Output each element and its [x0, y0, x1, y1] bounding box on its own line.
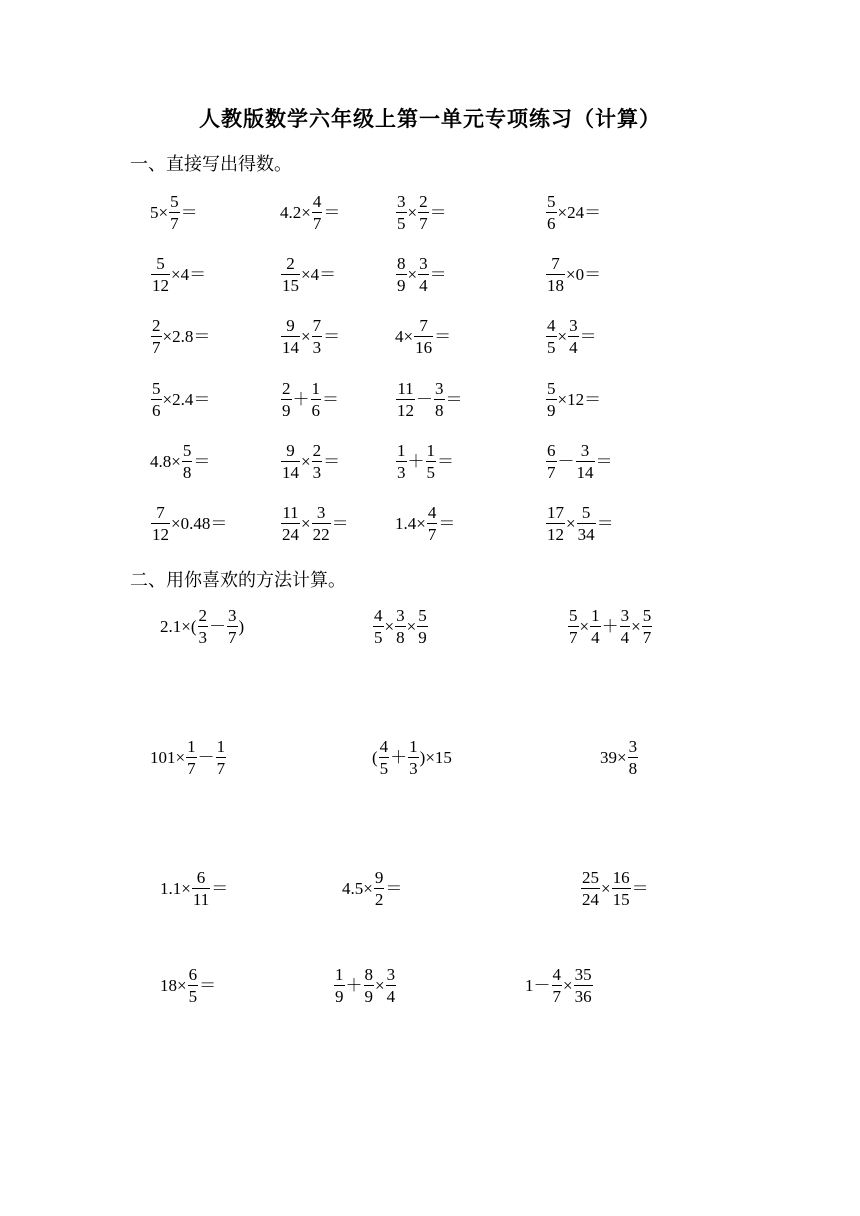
- expression-text: ＝: [445, 389, 463, 409]
- expression-text: ＝: [211, 878, 229, 898]
- fraction: [364, 965, 375, 1006]
- expression-text: ×2.8＝: [162, 326, 211, 346]
- fraction: [396, 379, 415, 420]
- denominator: 5: [426, 462, 435, 482]
- expression-text: 18×: [160, 975, 187, 995]
- numerator: 3: [620, 605, 630, 625]
- denominator: 9: [364, 986, 373, 1006]
- fraction: [373, 606, 384, 647]
- fraction: [182, 441, 193, 482]
- denominator: 7: [427, 524, 437, 544]
- denominator: 8: [628, 758, 638, 778]
- numerator: 3: [435, 378, 444, 398]
- expression-text: ＝: [323, 451, 341, 471]
- fraction: [434, 379, 445, 420]
- fraction: [151, 316, 162, 357]
- numerator: 5: [569, 605, 578, 625]
- section-2-heading: 二、用你喜欢的方法计算。: [130, 570, 346, 591]
- expression-text: 4.8×: [150, 451, 181, 471]
- fraction: [612, 868, 631, 909]
- denominator: 18: [547, 275, 564, 295]
- expression-text: ＝: [193, 451, 211, 471]
- denominator: 7: [216, 758, 226, 778]
- denominator: 7: [228, 627, 237, 647]
- numerator: 5: [152, 378, 161, 398]
- denominator: 7: [642, 627, 652, 647]
- denominator: 15: [612, 889, 630, 909]
- denominator: 4: [620, 627, 630, 647]
- fraction: [311, 379, 322, 420]
- problem-2-10: [160, 963, 216, 1007]
- problem-1-2: [280, 190, 340, 234]
- expression-text: －: [209, 616, 226, 636]
- fraction: [396, 441, 407, 482]
- fraction: [546, 503, 565, 544]
- denominator: 9: [397, 275, 406, 295]
- numerator: 1: [311, 378, 320, 398]
- numerator: 2: [198, 605, 207, 625]
- problem-2-4: [150, 735, 227, 779]
- fraction: [642, 606, 653, 647]
- expression-text: ＝: [631, 878, 649, 898]
- denominator: 34: [577, 524, 595, 544]
- numerator: 11: [397, 378, 414, 398]
- denominator: 7: [569, 627, 578, 647]
- expression-text: 101×: [150, 747, 186, 767]
- numerator: 2: [286, 253, 295, 273]
- expression-text: ＝: [596, 513, 614, 533]
- numerator: 5: [182, 440, 192, 460]
- problem-1-4: [545, 190, 601, 234]
- fraction: [281, 254, 300, 295]
- numerator: 4: [427, 502, 437, 522]
- expression-text: ×12＝: [557, 389, 602, 409]
- problem-2-2: [372, 604, 429, 648]
- problem-2-12: [525, 963, 594, 1007]
- fraction: [216, 737, 227, 778]
- denominator: 4: [419, 275, 428, 295]
- numerator: 6: [547, 440, 556, 460]
- problem-1-23: [395, 501, 455, 545]
- denominator: 24: [282, 524, 299, 544]
- denominator: 12: [152, 524, 169, 544]
- fraction: [418, 254, 429, 295]
- numerator: 11: [282, 502, 299, 522]
- expression-text: ＝: [322, 389, 339, 409]
- denominator: 3: [312, 337, 322, 357]
- expression-text: －: [197, 747, 215, 767]
- denominator: 5: [374, 627, 383, 647]
- problem-1-22: [280, 501, 349, 545]
- denominator: 5: [379, 758, 389, 778]
- expression-text: ×: [407, 264, 418, 284]
- expression-text: ×: [301, 326, 311, 346]
- denominator: 7: [552, 986, 561, 1006]
- numerator: 8: [364, 964, 373, 984]
- denominator: 7: [152, 337, 161, 357]
- denominator: 2: [374, 889, 384, 909]
- fraction: [426, 441, 437, 482]
- expression-text: ×: [407, 202, 418, 222]
- problem-2-5: [372, 735, 452, 779]
- fraction: [577, 503, 596, 544]
- expression-text: ＝: [199, 975, 217, 995]
- denominator: 6: [152, 400, 161, 420]
- numerator: 5: [581, 502, 591, 522]
- expression-text: ＝: [437, 451, 454, 471]
- expression-text: ×: [406, 616, 417, 636]
- numerator: 5: [156, 253, 165, 273]
- fraction: [628, 737, 639, 778]
- problem-2-11: [333, 963, 397, 1007]
- fraction: [151, 254, 170, 295]
- fraction: [408, 737, 419, 778]
- denominator: 9: [335, 986, 344, 1006]
- expression-text: ×4＝: [171, 264, 207, 284]
- numerator: 25: [582, 867, 599, 887]
- numerator: 2: [419, 191, 428, 211]
- numerator: 1: [335, 964, 344, 984]
- problem-1-12: [545, 314, 597, 358]
- fraction: [227, 606, 238, 647]
- expression-text: ×: [301, 451, 311, 471]
- denominator: 3: [409, 758, 418, 778]
- numerator: 2: [312, 440, 322, 460]
- denominator: 4: [386, 986, 396, 1006]
- denominator: 14: [282, 462, 299, 482]
- fraction: [379, 737, 390, 778]
- fraction: [427, 503, 438, 544]
- fraction: [192, 868, 210, 909]
- fraction: [151, 379, 162, 420]
- denominator: 7: [312, 213, 322, 233]
- expression-text: ＋: [292, 389, 310, 409]
- denominator: 3: [312, 462, 322, 482]
- problem-1-13: [150, 377, 210, 421]
- denominator: 6: [311, 400, 320, 420]
- fraction: [281, 316, 300, 357]
- problem-2-9: [580, 866, 649, 910]
- denominator: 7: [187, 758, 196, 778]
- expression-text: ＝: [438, 513, 456, 533]
- fraction: [620, 606, 631, 647]
- problem-2-8: [342, 866, 402, 910]
- numerator: 6: [188, 964, 198, 984]
- fraction: [546, 254, 565, 295]
- numerator: 3: [316, 502, 326, 522]
- fraction: [281, 379, 292, 420]
- fraction: [568, 606, 579, 647]
- denominator: 5: [547, 337, 556, 357]
- fraction: [546, 192, 557, 233]
- problem-1-1: [150, 190, 198, 234]
- numerator: 2: [282, 378, 291, 398]
- numerator: 7: [551, 253, 560, 273]
- numerator: 4: [379, 736, 389, 756]
- numerator: 5: [642, 605, 652, 625]
- numerator: 9: [374, 867, 384, 887]
- denominator: 15: [282, 275, 299, 295]
- numerator: 4: [547, 315, 556, 335]
- fraction: [151, 503, 170, 544]
- expression-text: －: [557, 451, 575, 471]
- expression-text: 1－: [525, 975, 551, 995]
- numerator: 3: [569, 315, 578, 335]
- numerator: 3: [396, 605, 405, 625]
- section-1-heading: 一、直接写出得数。: [130, 154, 292, 175]
- problem-1-6: [280, 252, 336, 296]
- fraction: [312, 192, 323, 233]
- problem-1-5: [150, 252, 206, 296]
- problem-2-7: [160, 866, 228, 910]
- problem-1-19: [395, 439, 454, 483]
- problem-1-7: [395, 252, 447, 296]
- expression-text: ×: [563, 975, 573, 995]
- expression-text: 5×: [150, 202, 169, 222]
- fraction: [414, 316, 433, 357]
- expression-text: ＝: [429, 202, 447, 222]
- denominator: 24: [582, 889, 599, 909]
- expression-text: ＋: [407, 451, 425, 471]
- denominator: 11: [192, 889, 210, 909]
- denominator: 14: [282, 337, 299, 357]
- fraction: [186, 737, 197, 778]
- denominator: 12: [547, 524, 564, 544]
- fraction: [546, 379, 557, 420]
- fraction: [395, 606, 406, 647]
- expression-text: )×15: [419, 747, 452, 767]
- expression-text: ＝: [434, 326, 452, 346]
- denominator: 9: [282, 400, 291, 420]
- expression-text: ＝: [385, 878, 403, 898]
- expression-text: ＋: [601, 616, 619, 636]
- fraction: [552, 965, 563, 1006]
- expression-text: ×: [301, 513, 311, 533]
- problem-1-3: [395, 190, 447, 234]
- denominator: 6: [547, 213, 556, 233]
- fraction: [417, 606, 428, 647]
- denominator: 12: [152, 275, 169, 295]
- numerator: 5: [547, 191, 556, 211]
- numerator: 5: [170, 191, 179, 211]
- problem-1-17: [150, 439, 210, 483]
- expression-text: ＋: [390, 747, 408, 767]
- numerator: 4: [552, 964, 561, 984]
- expression-text: ×2.4＝: [162, 389, 211, 409]
- fraction: [386, 965, 397, 1006]
- expression-text: 2.1×(: [160, 616, 197, 636]
- problem-2-6: [600, 735, 639, 779]
- numerator: 7: [419, 315, 428, 335]
- numerator: 16: [612, 867, 630, 887]
- numerator: 1: [397, 440, 406, 460]
- fraction: [581, 868, 600, 909]
- numerator: 3: [386, 964, 396, 984]
- numerator: 1: [187, 736, 196, 756]
- expression-text: 4.5×: [342, 878, 373, 898]
- fraction: [568, 316, 579, 357]
- denominator: 12: [397, 400, 414, 420]
- denominator: 9: [418, 627, 427, 647]
- problem-1-15: [395, 377, 463, 421]
- problem-2-3: [567, 604, 653, 648]
- denominator: 7: [547, 462, 556, 482]
- problem-1-21: [150, 501, 227, 545]
- numerator: 17: [547, 502, 564, 522]
- fraction: [374, 868, 385, 909]
- denominator: 22: [312, 524, 330, 544]
- expression-text: ＝: [595, 451, 613, 471]
- expression-text: ×: [601, 878, 611, 898]
- expression-text: ×: [579, 616, 590, 636]
- fraction: [590, 606, 601, 647]
- page-title: 人教版数学六年级上第一单元专项练习（计算）: [199, 107, 661, 131]
- numerator: 3: [228, 605, 237, 625]
- numerator: 5: [418, 605, 427, 625]
- numerator: 1: [409, 736, 418, 756]
- problem-1-9: [150, 314, 210, 358]
- expression-text: ×: [566, 513, 576, 533]
- fraction: [281, 503, 300, 544]
- numerator: 3: [628, 736, 638, 756]
- expression-text: 4.2×: [280, 202, 311, 222]
- denominator: 8: [396, 627, 405, 647]
- expression-text: ＝: [323, 202, 341, 222]
- expression-text: ＝: [323, 326, 341, 346]
- fraction: [396, 192, 407, 233]
- numerator: 7: [156, 502, 165, 522]
- expression-text: 1.1×: [160, 878, 191, 898]
- problem-1-16: [545, 377, 601, 421]
- numerator: 6: [196, 867, 206, 887]
- denominator: 3: [397, 462, 406, 482]
- numerator: 4: [374, 605, 383, 625]
- problem-1-8: [545, 252, 601, 296]
- fraction: [188, 965, 199, 1006]
- problem-1-20: [545, 439, 613, 483]
- numerator: 1: [426, 440, 435, 460]
- problem-1-18: [280, 439, 340, 483]
- expression-text: ＝: [331, 513, 349, 533]
- denominator: 4: [591, 627, 600, 647]
- fraction: [546, 441, 557, 482]
- expression-text: ×0＝: [566, 264, 602, 284]
- numerator: 3: [397, 191, 406, 211]
- denominator: 3: [198, 627, 207, 647]
- numerator: 7: [312, 315, 322, 335]
- denominator: 8: [182, 462, 192, 482]
- expression-text: ＝: [180, 202, 198, 222]
- fraction: [396, 254, 407, 295]
- fraction: [169, 192, 180, 233]
- fraction: [334, 965, 345, 1006]
- numerator: 9: [286, 315, 295, 335]
- expression-text: －: [416, 389, 433, 409]
- fraction: [418, 192, 429, 233]
- fraction: [312, 441, 323, 482]
- expression-text: ×: [557, 326, 568, 346]
- problem-1-24: [545, 501, 614, 545]
- denominator: 16: [415, 337, 433, 357]
- numerator: 3: [580, 440, 590, 460]
- expression-text: 4×: [395, 326, 414, 346]
- numerator: 3: [419, 253, 428, 273]
- fraction: [312, 316, 323, 357]
- fraction: [546, 316, 557, 357]
- denominator: 5: [188, 986, 198, 1006]
- problem-2-1: [160, 604, 244, 648]
- numerator: 9: [286, 440, 295, 460]
- denominator: 4: [569, 337, 578, 357]
- expression-text: ＝: [579, 326, 597, 346]
- numerator: 5: [547, 378, 556, 398]
- numerator: 4: [312, 191, 322, 211]
- expression-text: 1.4×: [395, 513, 426, 533]
- fraction: [574, 965, 593, 1006]
- problem-1-11: [395, 314, 451, 358]
- numerator: 2: [152, 315, 161, 335]
- fraction: [576, 441, 595, 482]
- expression-text: ×24＝: [557, 202, 602, 222]
- fraction: [281, 441, 300, 482]
- numerator: 35: [574, 964, 592, 984]
- expression-text: ): [238, 616, 245, 636]
- expression-text: 39×: [600, 747, 627, 767]
- problem-1-14: [280, 377, 339, 421]
- expression-text: ×: [631, 616, 641, 636]
- expression-text: ×4＝: [301, 264, 337, 284]
- expression-text: (: [372, 747, 378, 767]
- denominator: 14: [576, 462, 594, 482]
- expression-text: ＋: [345, 975, 363, 995]
- denominator: 9: [547, 400, 556, 420]
- denominator: 7: [170, 213, 179, 233]
- expression-text: ＝: [429, 264, 447, 284]
- denominator: 36: [574, 986, 592, 1006]
- expression-text: ×0.48＝: [171, 513, 228, 533]
- numerator: 1: [591, 605, 600, 625]
- expression-text: ×: [384, 616, 395, 636]
- fraction: [198, 606, 209, 647]
- numerator: 8: [397, 253, 406, 273]
- fraction: [312, 503, 331, 544]
- expression-text: ×: [375, 975, 385, 995]
- denominator: 7: [419, 213, 428, 233]
- denominator: 5: [397, 213, 406, 233]
- numerator: 1: [216, 736, 226, 756]
- problem-1-10: [280, 314, 340, 358]
- denominator: 8: [435, 400, 444, 420]
